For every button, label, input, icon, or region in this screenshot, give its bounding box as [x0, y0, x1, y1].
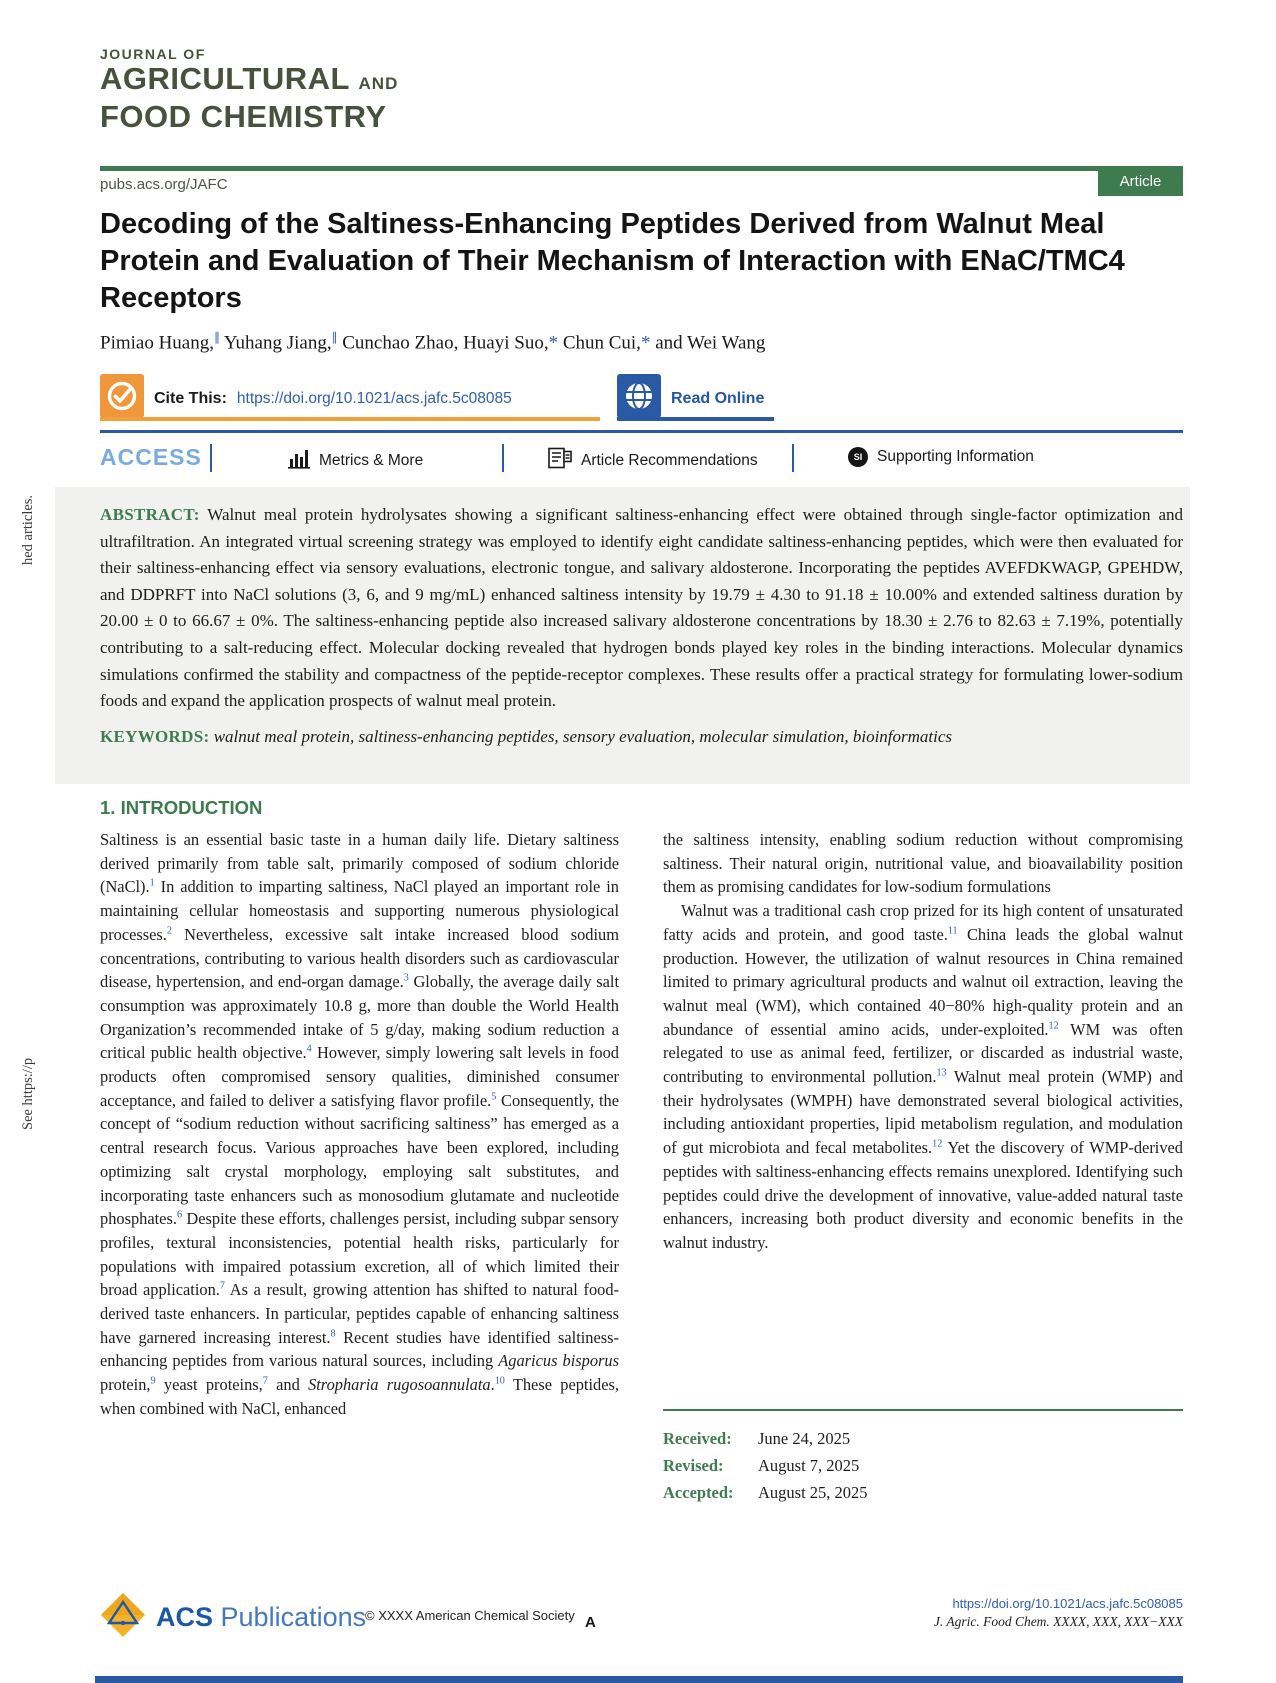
body-column-left — [100, 797, 619, 1421]
cite-check-icon — [100, 374, 144, 423]
cite-underline — [100, 417, 600, 421]
metrics-label: Metrics & More — [319, 451, 424, 469]
footer-citation: J. Agric. Food Chem. XXXX, XXX, XXX−XXX — [933, 1614, 1183, 1629]
footer-doi-link[interactable]: https://doi.org/10.1021/acs.jafc.5c08085 — [952, 1596, 1183, 1611]
bar-chart-icon — [288, 447, 310, 474]
article-dates — [663, 1409, 1183, 1506]
page-number: A — [585, 1614, 596, 1631]
access-bar — [100, 441, 1183, 477]
revised-row — [663, 1452, 1183, 1479]
journal-name-agricultural: AGRICULTURAL — [100, 61, 350, 96]
recommendations-link[interactable] — [548, 447, 758, 474]
acs-wordmark-publications: Publications — [220, 1602, 367, 1632]
read-underline — [617, 417, 774, 421]
revised-label: Revised: — [663, 1456, 724, 1475]
revised-date: August 7, 2025 — [758, 1456, 860, 1475]
cite-this-label: Cite This: — [154, 389, 227, 407]
introduction-paragraph-1: Saltiness is an essential basic taste in a human daily life. Dietary saltiness derived primarily from table salt, primarily composed of sodium chloride (NaCl).$^1$ In addition to imparting saltiness, NaCl played an important role in maintaining cellular homeostasis and supporting numerous physiological processes.$^2$ Nevertheless, excessive salt intake increased blood sodium concentrations, contributing to various health disorders such as cardiovascular disease, hypertension, and end-organ damage.$^3$ Globally, the average daily salt consumption was approximately 10.8 g, more than double the World Health Organization’s recommended intake of 5 g/day, making sodium reduction a critical public health objective.$^4$ However, simply lowering salt levels in food products often compromised sensory qualities, diminished consumer acceptance, and failed to deliver a satisfying flavor profile.$^5$ Consequently, the concept of “sodium reduction without sacrificing saltiness” has emerged as a central research focus. Various approaches have been explored, including optimizing salt crystal morphology, employing salt substitutes, and incorporating taste enhancers such as monosodium glutamate and nucleotide phosphates.$^6$ Despite these efforts, challenges persist, including subpar sensory profiles, textural inconsistencies, potential health risks, particularly for populations with impaired potassium excretion, all of which limited their broad application.$^7$ As a result, growing attention has shifted to natural food-derived taste enhancers. In particular, peptides capable of enhancing saltiness have garnered increasing interest.$^8$ Recent studies have identified saltiness-enhancing peptides from various natural sources, including Agaricus bisporus protein,$^9$ yeast proteins,$^7$ and Stropharia rugosoannulata.$^{10}$ These peptides, when combined with NaCl, enhanced — [100, 830, 620, 1418]
acs-wordmark-acs: ACS — [156, 1602, 214, 1632]
cite-row — [100, 374, 1183, 422]
journal-masthead — [100, 46, 398, 133]
author-list: Pimiao Huang,∥ Yuhang Jiang,∥ Cunchao Zhao, Huayi Suo,* Chun Cui,* and Wei Wang — [100, 331, 766, 354]
accepted-date: August 25, 2025 — [758, 1483, 868, 1502]
journal-name-line3: FOOD CHEMISTRY — [100, 99, 387, 134]
journal-name-and: AND — [358, 74, 399, 93]
journal-site-link[interactable]: pubs.acs.org/JAFC — [100, 176, 228, 193]
recommendations-label: Article Recommendations — [581, 451, 758, 469]
metrics-link[interactable] — [288, 447, 423, 474]
received-label: Received: — [663, 1429, 732, 1448]
introduction-paragraph-3: Walnut was a traditional cash crop prized for its high content of unsaturated fatty acids and protein, and good taste.$^{11}$ China leads the global walnut production. However, the utilization of walnut resources in China remained limited to primary agricultural products and walnut oil extraction, leaving the walnut meal (WM), which contained 40−80% high-quality protein and an abundance of essential amino acids, under-exploited.$^{12}$ WM was often relegated to use as animal feed, fertilizer, or discarded as industrial waste, contributing to environmental pollution.$^{13}$ Walnut meal protein (WMP) and their hydrolysates (WMPH) have demonstrated several biological activities, including antioxidant properties, lipid metabolism regulation, and modulation of gut microbiota and fecal metabolites.$^{12}$ Yet the discovery of WMP-derived peptides with saltiness-enhancing effects remains unexplored. Identifying such peptides could drive the development of innovative, value-added natural taste enhancers, increasing both product diversity and economic benefits in the walnut industry. — [663, 901, 1183, 1252]
access-separator — [792, 444, 794, 472]
access-separator — [502, 444, 504, 472]
sidebar-vertical-text-top: hed articles. — [20, 494, 36, 565]
article-type-badge: Article — [1098, 166, 1183, 196]
access-link[interactable]: ACCESS — [100, 444, 202, 470]
acs-wordmark — [156, 1602, 366, 1633]
header-green-rule — [100, 166, 1183, 171]
received-date: June 24, 2025 — [758, 1429, 851, 1448]
accepted-label: Accepted: — [663, 1483, 734, 1502]
dates-green-rule — [663, 1409, 1183, 1411]
article-recommendations-icon — [548, 447, 572, 474]
sidebar-vertical-text-bottom: See https://p — [20, 1057, 36, 1130]
introduction-heading: 1. INTRODUCTION — [100, 797, 263, 818]
journal-name-line1: JOURNAL OF — [100, 46, 206, 62]
abstract-section — [55, 487, 1190, 784]
keywords-line — [100, 724, 1183, 750]
keywords-text: walnut meal protein, saltiness-enhancing peptides, sensory evaluation, molecular simulation, bioinformatics — [213, 726, 953, 746]
copyright-notice: © XXXX American Chemical Society — [365, 1608, 575, 1623]
footer-reference — [934, 1596, 1183, 1630]
abstract-label: ABSTRACT: — [100, 505, 200, 524]
acs-publications-logo[interactable] — [100, 1592, 366, 1643]
access-separator — [210, 444, 212, 472]
received-row — [663, 1425, 1183, 1452]
bottom-blue-bar — [95, 1676, 1183, 1683]
read-online-link[interactable]: Read Online — [671, 389, 765, 407]
globe-icon — [617, 374, 661, 423]
accepted-row — [663, 1479, 1183, 1506]
body-column-right — [663, 797, 1183, 1557]
journal-name-line2 — [100, 62, 398, 100]
doi-link[interactable]: https://doi.org/10.1021/acs.jafc.5c08085 — [236, 389, 512, 407]
cite-this-section[interactable] — [100, 374, 512, 423]
article-title: Decoding of the Saltiness-Enhancing Peptides Derived from Walnut Meal Protein and Evaluation of Their Mechanism of Interaction with ENaC/TMC4 Receptors — [100, 208, 1125, 314]
abstract-text: Walnut meal protein hydrolysates showing a significant saltiness-enhancing effect were obtained through single-factor optimization and ultrafiltration. An integrated virtual screening strategy was employed to identify eight candidate saltiness-enhancing peptides, which were then evaluated for their saltiness-enhancing effect via sensory evaluations, electronic tongue, and salivary aldosterone. Incorporating the peptides AVEFDKWAGP, GPEHDW, and DDPRFT into NaCl solutions (3, 6, and 9 mg/mL) enhanced saltiness intensity by 19.79 ± 4.30 to 91.18 ± 10.00% and extended saltiness duration by 20.00 ± 0 to 66.67 ± 0%. The saltiness-enhancing peptide also increased salivary aldosterone concentrations by 18.30 ± 2.76 to 82.63 ± 7.19%, potentially contributing to a salt-reducing effect. Molecular docking revealed that hydrogen bonds played key roles in the binding interactions. Molecular dynamics simulations confirmed the stability and compactness of the peptide-receptor complexes. These results offer a practical strategy for formulating lower-sodium foods and expand the application prospects of walnut meal protein. — [100, 505, 1183, 711]
abstract-paragraph — [100, 502, 1183, 715]
supporting-information-label: Supporting Information — [877, 448, 1034, 465]
acs-diamond-icon — [100, 1592, 146, 1643]
keywords-label: KEYWORDS: — [100, 726, 210, 746]
access-top-rule — [100, 430, 1183, 433]
read-online-section[interactable] — [617, 374, 764, 423]
supporting-information-link[interactable] — [848, 447, 1034, 467]
introduction-paragraph-2: the saltiness intensity, enabling sodium reduction without compromising saltiness. Their natural origin, nutritional value, and bioavailability position them as promising candidates for low-sodium formulations — [663, 830, 1183, 897]
si-icon: SI — [848, 447, 868, 467]
